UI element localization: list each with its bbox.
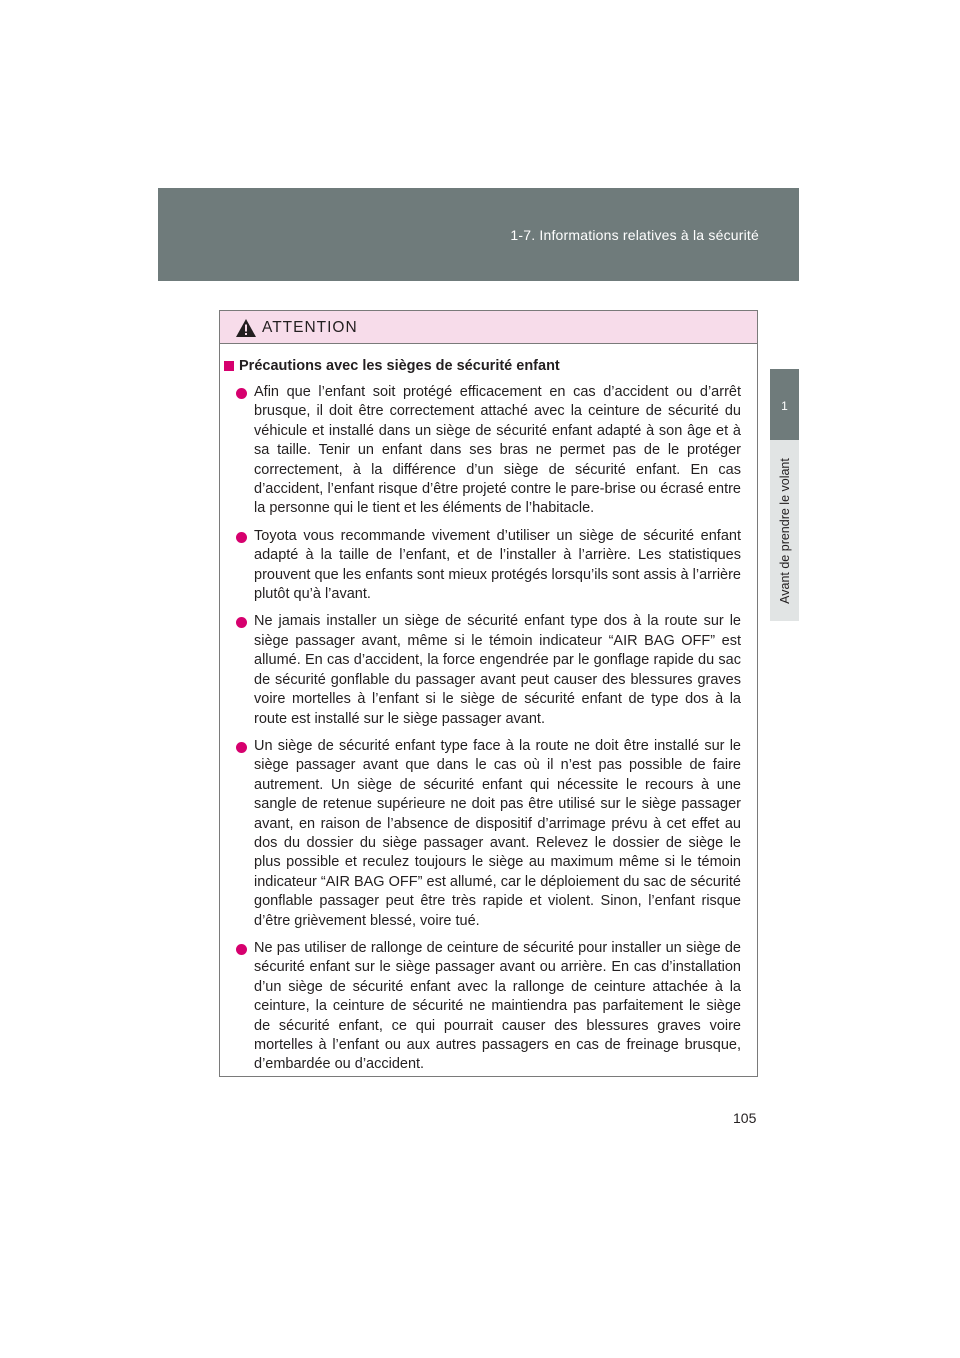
section-heading-text: Précautions avec les sièges de sécurité enfant <box>239 358 560 374</box>
list-item <box>224 612 741 728</box>
round-bullet-icon <box>236 388 247 399</box>
list-item-text: Ne jamais installer un siège de sécurité enfant type dos à la route sur le siège passager avant, même si le témoin indicateur “AIR BAG OFF” est allumé. En cas d’accident, la force engendrée par le gonflage rapide du sac de sécurité gonflable du passager avant peut causer des blessures graves voire mortelles à l’enfant si le siège de sécurité enfant de type dos à la route est installé sur le siège passager avant. <box>254 613 741 727</box>
list-item-text: Un siège de sécurité enfant type face à la route ne doit être installé sur le siège passager avant que dans le cas où il n’est pas possible de faire autrement. Un siège de sécurité enfant qui nécessite le recours à une sangle de retenue supérieure ne doit pas être utilisé sur le siège passager avant, en raison de l’absence de dispositif d’arrimage prévu à cet effet au dos du dossier du siège passager avant. Relevez le dossier de siège le plus possible et reculez toujours le siège au maximum même si le témoin indicateur “AIR BAG OFF” est allumé, car le déploiement du sac de sécurité gonflable passager peut être très rapide et violent. Sinon, l’enfant risque d’être grièvement blessé, voire tué. <box>254 737 741 929</box>
round-bullet-icon <box>236 617 247 628</box>
chapter-label: Avant de prendre le volant <box>777 457 792 604</box>
chapter-tab-label-block <box>770 440 799 621</box>
page-number: 105 <box>733 1110 757 1126</box>
list-item-text: Toyota vous recommande vivement d’utiliser un siège de sécurité enfant adapté à la taille de l’enfant, et de l’installer à l’arrière. Les statistiques prouvent que les enfants sont mieux protégés lorsqu’ils sont assis à l’arrière plutôt qu’à l’avant. <box>254 527 741 603</box>
list-item-text: Afin que l’enfant soit protégé efficacement en cas d’accident ou d’arrêt brusque, il doit être correctement attaché avec la ceinture de sécurité du véhicule et installé dans un siège de sécurité enfant adapté à son âge et à sa taille. Tenir un enfant dans ses bras ne permet pas de le protéger correctement, à la différence d’un siège de sécurité enfant. En cas d’accident, l’enfant risque d’être projeté contre le pare-brise ou écrasé entre la personne qui le tient et les éléments de l’habitacle. <box>254 384 741 517</box>
section-title: 1-7. Informations relatives à la sécurité <box>510 227 759 243</box>
list-item <box>224 939 741 1075</box>
list-item <box>224 737 741 931</box>
attention-body <box>220 344 757 1075</box>
section-heading <box>224 356 741 376</box>
chapter-header-band <box>158 188 799 281</box>
list-item <box>224 383 741 519</box>
warning-triangle-icon <box>235 318 257 338</box>
list-item <box>224 527 741 605</box>
chapter-number: 1 <box>781 399 788 413</box>
round-bullet-icon <box>236 944 247 955</box>
round-bullet-icon <box>236 532 247 543</box>
square-bullet-icon <box>224 361 234 371</box>
attention-box <box>219 310 758 1077</box>
chapter-tab-number-block <box>770 369 799 440</box>
attention-header <box>220 311 757 344</box>
attention-title: ATTENTION <box>262 319 358 336</box>
round-bullet-icon <box>236 742 247 753</box>
list-item-text: Ne pas utiliser de rallonge de ceinture de sécurité pour installer un siège de sécurité enfant sur le siège passager avant ou arrière. En cas d’installation d’un siège de sécurité enfant avec la rallonge de ceinture attachée à la ceinture, la ceinture de sécurité ne maintiendra pas parfaitement le siège de sécurité enfant, ce qui pourrait causer des blessures graves voire mortelles à l’enfant ou aux autres passagers en cas de freinage brusque, d’embardée ou d’accident. <box>254 939 741 1073</box>
